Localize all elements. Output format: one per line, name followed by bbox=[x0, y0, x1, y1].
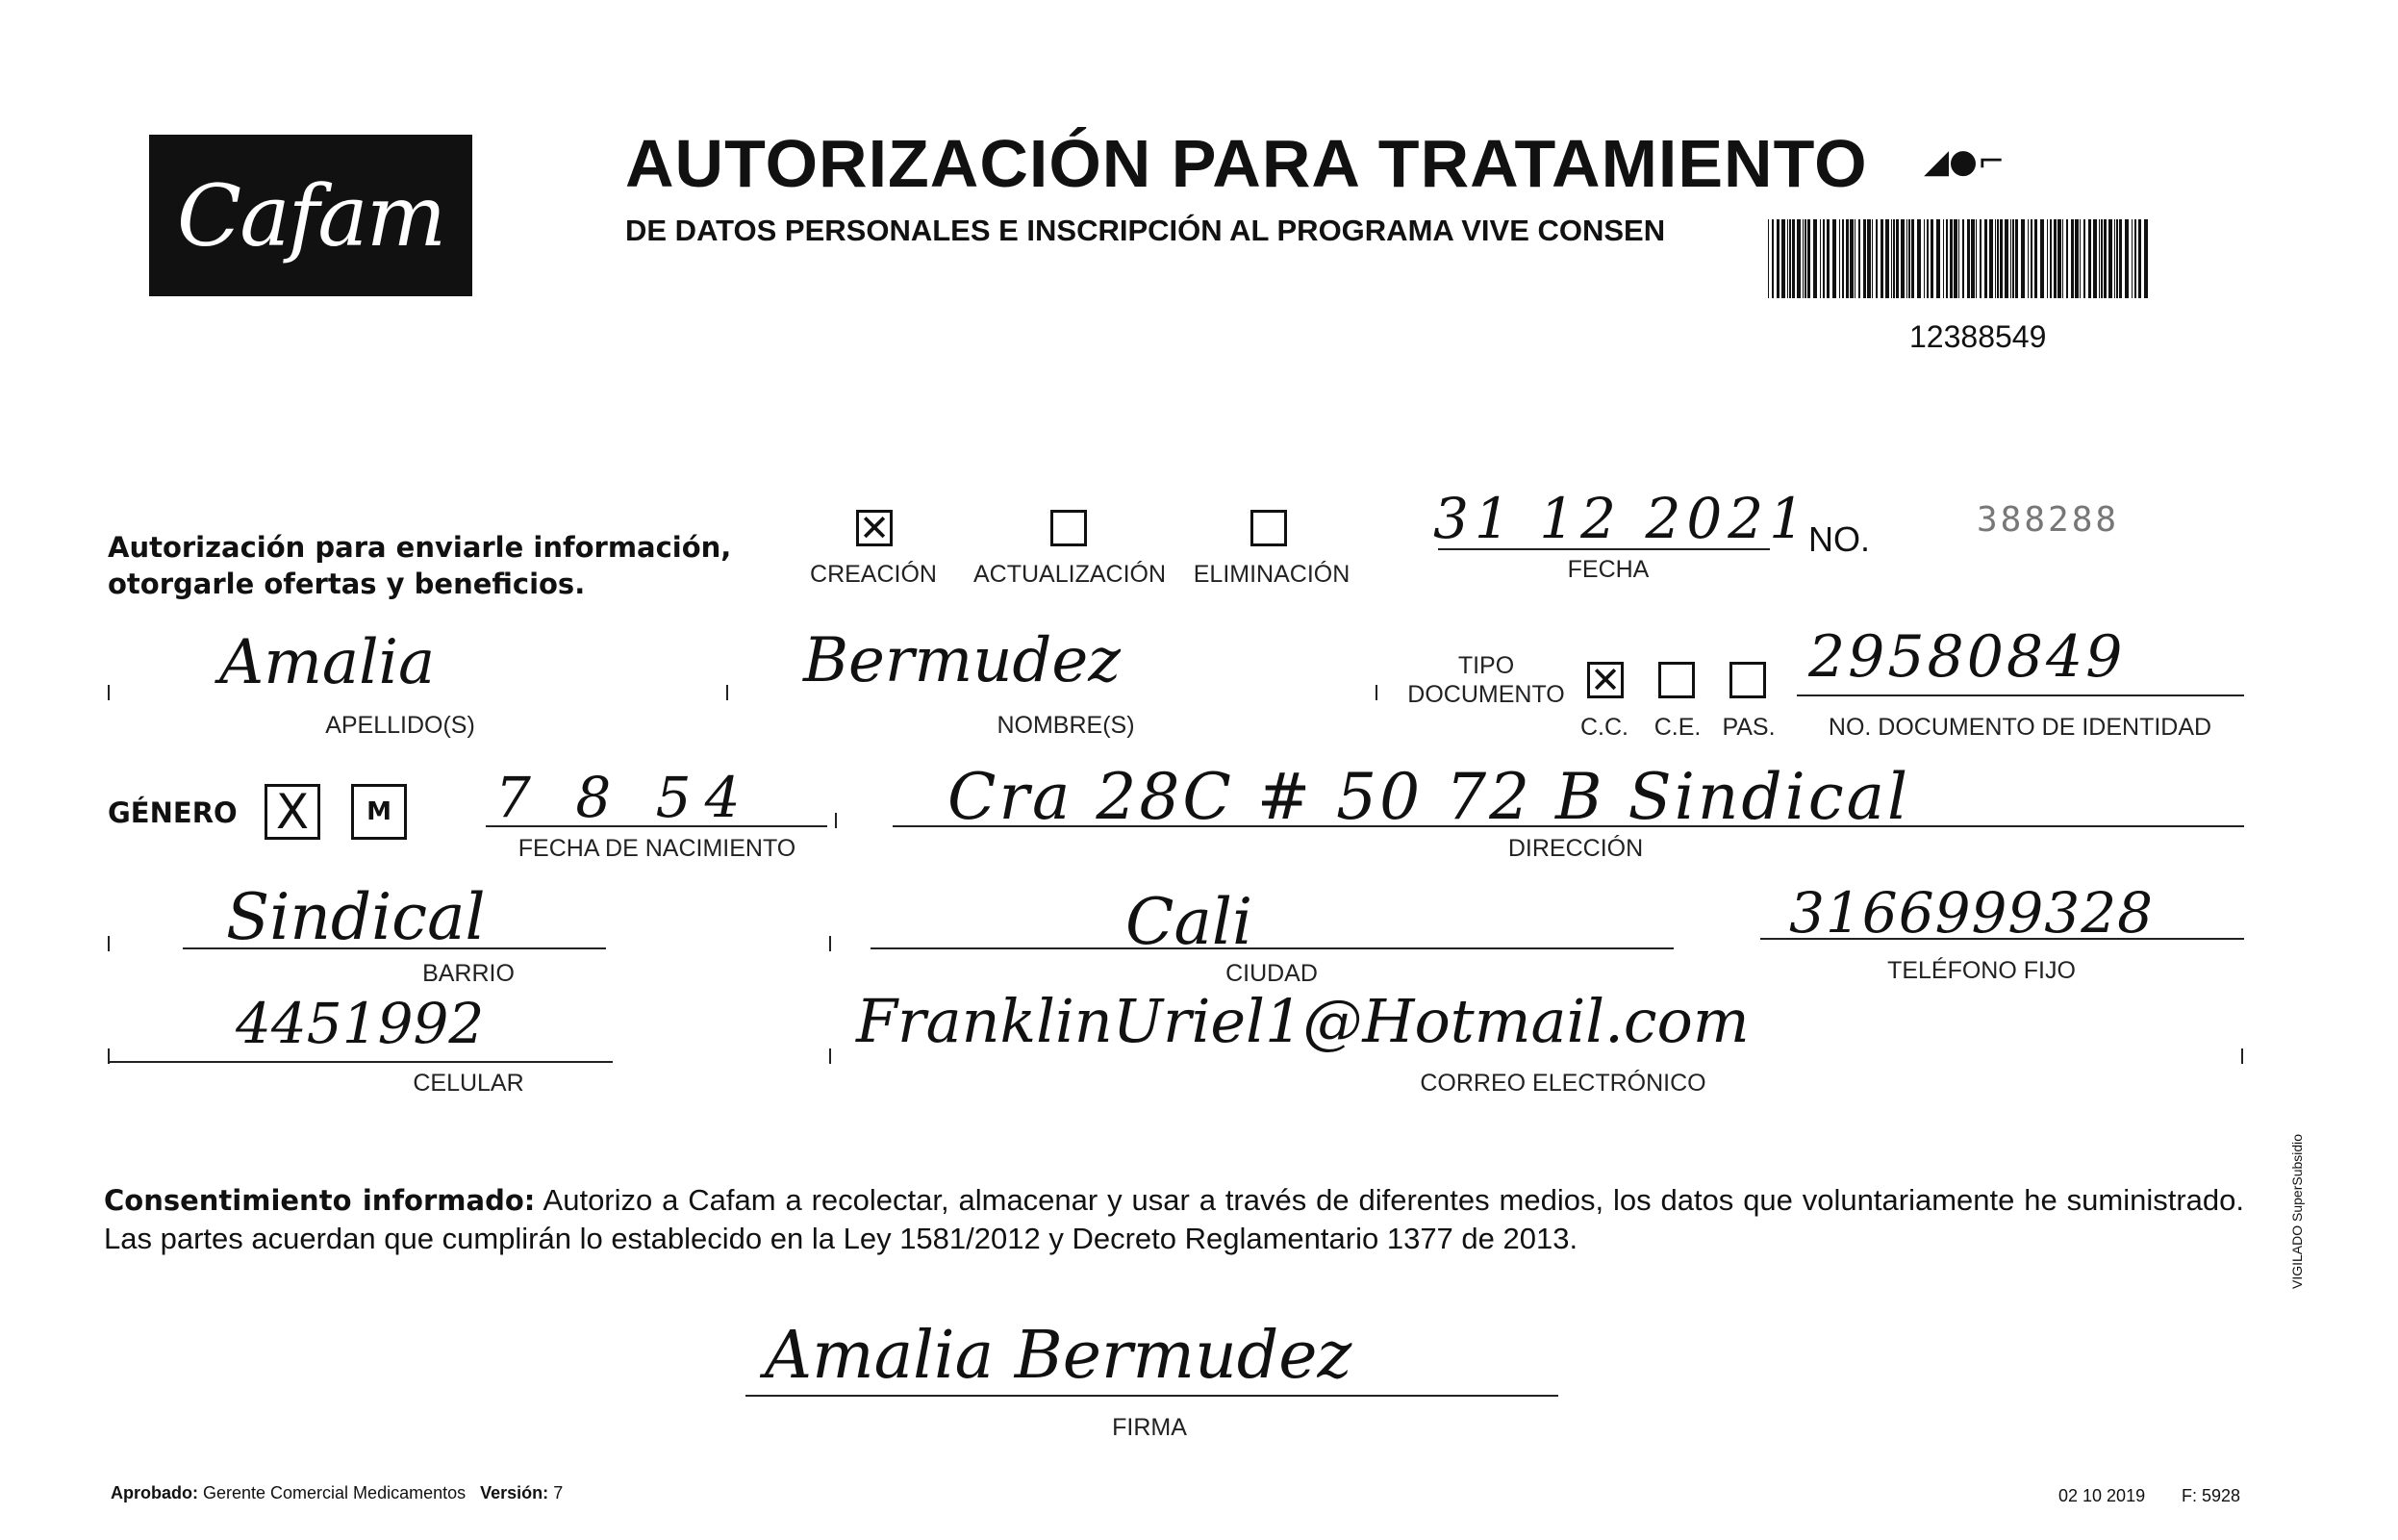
aprobado-label: Aprobado: bbox=[111, 1483, 198, 1502]
barcode-bar bbox=[1813, 219, 1817, 298]
fecha-label: FECHA bbox=[1567, 556, 1650, 583]
direccion-line bbox=[893, 825, 2244, 827]
barcode-bar bbox=[2012, 219, 2014, 298]
barcode-bar bbox=[1997, 219, 1999, 298]
barcode-bar bbox=[2062, 219, 2063, 298]
barcode-bar bbox=[1781, 219, 1785, 298]
barcode-bar bbox=[2114, 219, 2115, 298]
barcode-bar bbox=[2050, 219, 2052, 298]
doc-number-value: 29580849 bbox=[1808, 623, 2126, 691]
barcode-bar bbox=[2010, 219, 2011, 298]
barcode-bar bbox=[1772, 219, 1774, 298]
apellidos-value: Amalia bbox=[219, 627, 436, 698]
barcode-bar bbox=[1917, 219, 1921, 298]
barcode-bar bbox=[1896, 219, 1899, 298]
barcode-bar bbox=[1823, 219, 1825, 298]
no-label: NO. bbox=[1808, 519, 1871, 559]
barcode-bar bbox=[1839, 219, 1840, 298]
row2-tick-mid bbox=[835, 813, 837, 828]
barcode-bar bbox=[1768, 219, 1769, 298]
barcode-bar bbox=[1906, 219, 1907, 298]
creacion-label: CREACIÓN bbox=[810, 561, 937, 588]
genero-label: GÉNERO bbox=[108, 796, 238, 829]
barcode-bar bbox=[1931, 219, 1933, 298]
genero-f-checkbox[interactable]: X bbox=[265, 784, 320, 840]
telefono-value: 3166999328 bbox=[1789, 880, 2155, 946]
pas-label: PAS. bbox=[1722, 714, 1776, 741]
barrio-line bbox=[183, 947, 606, 949]
barcode-bar bbox=[1787, 219, 1788, 298]
barcode-bar bbox=[1858, 219, 1860, 298]
form-subtitle: DE DATOS PERSONALES E INSCRIPCIÓN AL PROGRAMA VIVE CONSEN bbox=[625, 214, 1666, 247]
barcode-number: 12388549 bbox=[1909, 319, 2047, 354]
celular-line bbox=[108, 1061, 613, 1063]
barcode-bar bbox=[1827, 219, 1830, 298]
tipo-label-2: DOCUMENTO bbox=[1407, 681, 1565, 708]
row3-tick-left bbox=[108, 936, 110, 951]
ciudad-line bbox=[871, 947, 1674, 949]
row1-tick-tipo bbox=[1376, 685, 1377, 700]
barcode-bar bbox=[1967, 219, 1970, 298]
row1-tick-mid bbox=[726, 685, 728, 700]
barcode-bar bbox=[2071, 219, 2074, 298]
barcode-bar bbox=[2031, 219, 2032, 298]
cc-checkbox[interactable]: ✕ bbox=[1587, 662, 1624, 698]
tipo-label-1: TIPO bbox=[1457, 652, 1515, 679]
barcode-bar bbox=[1943, 219, 1944, 298]
barcode-bar bbox=[1867, 219, 1871, 298]
barcode-bar bbox=[1946, 219, 1948, 298]
barcode-bar bbox=[2101, 219, 2103, 298]
creacion-checkbox[interactable]: ✕ bbox=[856, 510, 893, 546]
barcode-bar bbox=[2088, 219, 2091, 298]
nacimiento-value: 7 8 54 bbox=[495, 765, 754, 830]
genero-m-checkbox[interactable]: M bbox=[351, 784, 407, 840]
row4-tick-mid bbox=[829, 1048, 831, 1064]
ciudad-value: Cali bbox=[1125, 885, 1253, 959]
actualizacion-label: ACTUALIZACIÓN bbox=[972, 561, 1167, 588]
telefono-label: TELÉFONO FIJO bbox=[1887, 957, 2076, 984]
direccion-value: Cra 28C # 50 72 B Sindical bbox=[947, 760, 1911, 834]
barcode-bar bbox=[1995, 219, 1996, 298]
pas-checkbox[interactable] bbox=[1729, 662, 1766, 698]
barcode-bar bbox=[1962, 219, 1964, 298]
row4-tick-left bbox=[108, 1048, 110, 1064]
barcode-bar bbox=[1911, 219, 1914, 298]
no-value: 388288 bbox=[1977, 500, 2120, 540]
form-title: AUTORIZACIÓN PARA TRATAMIENTO bbox=[625, 126, 1868, 201]
barcode-bar bbox=[1789, 219, 1791, 298]
scan-mark-icon: ◢●⌐ bbox=[1924, 142, 2006, 181]
barcode bbox=[1768, 219, 2153, 298]
barcode-bar bbox=[1820, 219, 1821, 298]
signature-label: FIRMA bbox=[1112, 1414, 1187, 1441]
barcode-bar bbox=[1924, 219, 1925, 298]
celular-value: 4451992 bbox=[236, 991, 485, 1056]
barcode-bar bbox=[1881, 219, 1883, 298]
barcode-bar bbox=[1792, 219, 1795, 298]
signature-value: Amalia Bermudez bbox=[765, 1318, 1352, 1394]
barcode-bar bbox=[1842, 219, 1844, 298]
barcode-bar bbox=[1885, 219, 1889, 298]
barcode-bar bbox=[2108, 219, 2112, 298]
barcode-bar bbox=[1908, 219, 1910, 298]
barcode-bar bbox=[2093, 219, 2097, 298]
cc-label: C.C. bbox=[1580, 714, 1628, 741]
nombres-label: NOMBRE(S) bbox=[997, 712, 1135, 739]
barcode-bar bbox=[2028, 219, 2029, 298]
barcode-bar bbox=[2054, 219, 2057, 298]
barcode-bar bbox=[2119, 219, 2122, 298]
consent-bold: Consentimiento informado: bbox=[104, 1184, 536, 1217]
barcode-bar bbox=[2040, 219, 2044, 298]
barcode-bar bbox=[1901, 219, 1905, 298]
eliminacion-checkbox[interactable] bbox=[1250, 510, 1287, 546]
barcode-bar bbox=[1891, 219, 1892, 298]
footer-date: 02 10 2019 bbox=[2058, 1486, 2146, 1505]
row1-tick-left bbox=[108, 685, 110, 700]
cafam-logo: Cafam bbox=[149, 135, 472, 296]
barcode-bar bbox=[2132, 219, 2133, 298]
footer-code: F: 5928 bbox=[2182, 1486, 2241, 1505]
barcode-bar bbox=[2075, 219, 2079, 298]
aprobado-value: Gerente Comercial Medicamentos bbox=[203, 1483, 467, 1502]
barcode-bar bbox=[2116, 219, 2118, 298]
authorization-heading-line1: Autorización para enviarle información, bbox=[108, 531, 732, 564]
direccion-label: DIRECCIÓN bbox=[1507, 835, 1644, 862]
actualizacion-checkbox[interactable] bbox=[1050, 510, 1087, 546]
barcode-bar bbox=[1850, 219, 1854, 298]
row3-tick-mid bbox=[829, 936, 831, 951]
barcode-bar bbox=[2099, 219, 2100, 298]
barcode-bar bbox=[1927, 219, 1929, 298]
doc-number-line bbox=[1797, 694, 2244, 696]
consent-text: Autorizo a Cafam a recolectar, almacenar y usar a través de diferentes medios, los datos que voluntariamente he suministrado. Las partes acuerdan que cumplirán lo establecido en la Ley 1581/2012 y Decreto Reglamentario 1377 de 2013. bbox=[104, 1183, 2244, 1255]
ciudad-label: CIUDAD bbox=[1225, 960, 1318, 987]
barcode-bar bbox=[1971, 219, 1975, 298]
barcode-bar bbox=[1777, 219, 1780, 298]
barcode-bar bbox=[2021, 219, 2025, 298]
nacimiento-line bbox=[486, 825, 827, 827]
barcode-bar bbox=[2000, 219, 2003, 298]
ce-label: C.E. bbox=[1653, 714, 1702, 741]
apellidos-label: APELLIDO(S) bbox=[325, 712, 475, 739]
barcode-bar bbox=[2047, 219, 2048, 298]
barcode-bar bbox=[2015, 219, 2018, 298]
celular-label: CELULAR bbox=[413, 1070, 524, 1097]
barcode-bar bbox=[1893, 219, 1895, 298]
barcode-bar bbox=[2034, 219, 2037, 298]
fecha-line bbox=[1438, 548, 1770, 550]
vigilado-side-text: VIGILADO SuperSubsidio bbox=[2289, 1133, 2305, 1289]
barcode-bar bbox=[2138, 219, 2141, 298]
consent-paragraph bbox=[104, 1181, 2244, 1258]
barcode-bar bbox=[1976, 219, 1977, 298]
barcode-bar bbox=[1954, 219, 1957, 298]
footer-approval bbox=[111, 1483, 563, 1503]
barcode-bar bbox=[1936, 219, 1940, 298]
barcode-bar bbox=[2057, 219, 2061, 298]
fecha-value: 31 12 2021 bbox=[1433, 486, 1811, 551]
correo-value: FranklinUriel1@Hotmail.com bbox=[856, 986, 1750, 1056]
correo-label: CORREO ELECTRÓNICO bbox=[1420, 1070, 1706, 1097]
eliminacion-label: ELIMINACIÓN bbox=[1193, 561, 1350, 588]
ce-checkbox[interactable] bbox=[1658, 662, 1695, 698]
barcode-bar bbox=[2005, 219, 2008, 298]
barcode-bar bbox=[1797, 219, 1801, 298]
barcode-bar bbox=[1984, 219, 1987, 298]
barcode-bar bbox=[2083, 219, 2085, 298]
barcode-bar bbox=[1958, 219, 1959, 298]
barcode-bar bbox=[1805, 219, 1806, 298]
barcode-bar bbox=[2104, 219, 2107, 298]
barcode-bar bbox=[1872, 219, 1873, 298]
barcode-bar bbox=[1832, 219, 1836, 298]
signature-line bbox=[745, 1395, 1558, 1397]
nombres-value: Bermudez bbox=[803, 625, 1121, 696]
barcode-bar bbox=[1989, 219, 1993, 298]
barcode-bar bbox=[2080, 219, 2081, 298]
version-label: Versión: bbox=[480, 1483, 549, 1502]
row4-tick-right bbox=[2241, 1048, 2243, 1064]
barcode-bar bbox=[2066, 219, 2068, 298]
barrio-label: BARRIO bbox=[422, 960, 515, 987]
nacimiento-label: FECHA DE NACIMIENTO bbox=[517, 835, 796, 862]
barcode-bar bbox=[1980, 219, 1982, 298]
barrio-value: Sindical bbox=[226, 880, 486, 954]
barcode-bar bbox=[1846, 219, 1849, 298]
barcode-bar bbox=[2144, 219, 2148, 298]
doc-number-label: NO. DOCUMENTO DE IDENTIDAD bbox=[1828, 714, 2212, 741]
barcode-bar bbox=[2125, 219, 2129, 298]
barcode-bar bbox=[1803, 219, 1804, 298]
authorization-heading-line2: otorgarle ofertas y beneficios. bbox=[108, 568, 586, 600]
barcode-bar bbox=[1863, 219, 1866, 298]
barcode-bar bbox=[1807, 219, 1810, 298]
barcode-bar bbox=[2134, 219, 2136, 298]
barcode-bar bbox=[1876, 219, 1878, 298]
version-value: 7 bbox=[553, 1483, 564, 1502]
barcode-bar bbox=[1950, 219, 1953, 298]
telefono-line bbox=[1760, 938, 2244, 940]
